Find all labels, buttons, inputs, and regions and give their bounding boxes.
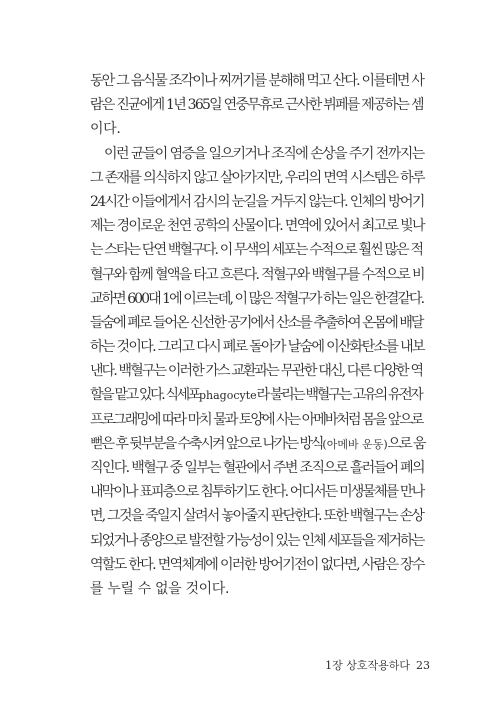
paragraph-start-line: 이런 균들이 염증을 일으키거나 조직에 손상을 주기 전까지는	[104, 145, 424, 162]
text-line: 되었거나 종양으로 발전할 가능성이 있는 인체 세포들을 제거하는	[90, 532, 424, 549]
text-line	[90, 383, 424, 407]
text-line: 프로그래밍에 따라 마치 물과 토양에 사는 아메바처럼 몸을 앞으로	[90, 411, 423, 428]
text-line: 역할도 한다. 면역체계에 이러한 방어기전이 없다면, 사람은 장수	[90, 556, 424, 573]
text-line: 혈구와 함께 혈액을 타고 흐른다. 적혈구와 백혈구를 수적으로 비	[90, 266, 424, 283]
text-line: 람은 진균에게 1년 365일 연중무휴로 근사한 뷔페를 제공하는 셈	[90, 97, 423, 114]
text-line: 는 스타는 단연 백혈구다. 이 무색의 세포는 수적으로 훨씬 많은 적	[90, 242, 423, 259]
text-line: 직인다. 백혈구 중 일부는 혈관에서 주변 조직으로 흘러들어 폐의	[90, 460, 424, 476]
text-line: 교하면 600대 1에 이르는데, 이 많은 적혈구가 하는 일은 한결같다.	[90, 290, 424, 307]
text-line: 동안 그 음식물 조각이나 찌꺼기를 분해해 먹고 산다. 이를테면 사	[90, 73, 424, 89]
text-line: 낸다. 백혈구는 이러한 가스 교환과는 무관한 대신, 다른 다양한 역	[90, 363, 423, 380]
chapter-title: 1장 상호작용하다	[325, 659, 410, 672]
text-line: 그 존재를 의식하지 않고 살아가지만, 우리의 면역 시스템은 하루	[90, 169, 424, 186]
text-line: 들숨에 폐로 들어온 신선한 공기에서 산소를 추출하여 온몸에 배달	[90, 314, 423, 331]
text-line: 하는 것이다. 그리고 다시 폐로 돌아가 날숨에 이산화탄소를 내보	[90, 339, 424, 356]
text-segment: 라 불리는 백혈구는 고유의 유전자	[256, 387, 422, 404]
text-line: 를 누릴 수 없을 것이다.	[90, 580, 230, 597]
text-segment: 뻗은 후 뒷부분을 수축시켜 앞으로 나가는 방식	[90, 435, 323, 452]
english-term: phagocyte	[198, 389, 257, 403]
text-line: 제는 경이로운 천연 공학의 산물이다. 면역에 있어서 최고로 빛나	[90, 218, 424, 235]
body-text	[90, 69, 424, 601]
text-line: 내막이나 표피층으로 침투하기도 한다. 어디서든 미생물체를 만나	[90, 484, 424, 501]
text-line: 면, 그것을 죽일지 살려서 놓아줄지 판단한다. 또한 백혈구는 손상	[90, 508, 424, 525]
text-line: 이다.	[90, 121, 121, 138]
text-line: 24시간 이들에게서 감시의 눈길을 거두지 않는다. 인체의 방어기	[90, 193, 424, 210]
page-number: 23	[416, 659, 430, 672]
text-segment: 할을 맡고 있다. 식세포	[90, 387, 199, 404]
parenthetical-note: (아메바 운동)	[322, 437, 388, 451]
text-segment: 으로 움	[387, 435, 425, 452]
page-footer	[0, 657, 430, 673]
text-line	[90, 432, 424, 456]
